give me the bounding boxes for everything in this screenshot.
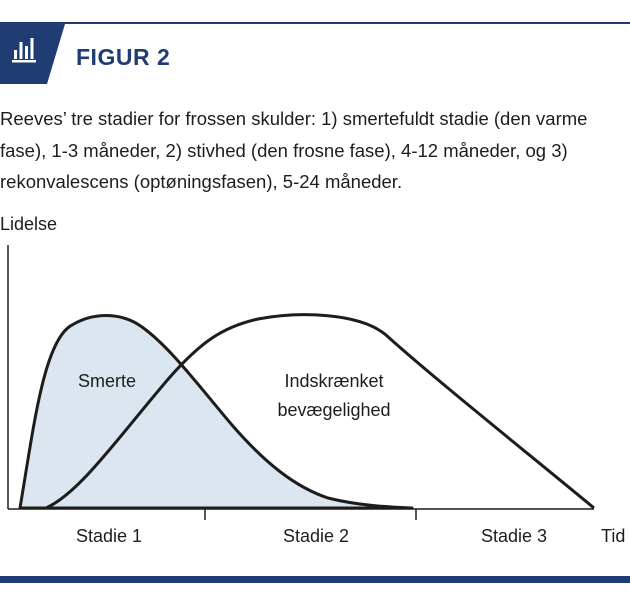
figure-badge [0, 24, 65, 84]
mobility-curve-label-line1: Indskrænket [284, 371, 384, 391]
header-rule [0, 22, 630, 24]
x-axis-label: Tid [601, 526, 626, 546]
y-axis-label: Lidelse [0, 214, 58, 234]
pain-curve-label: Smerte [77, 371, 137, 391]
figure-title: FIGUR 2 [76, 44, 171, 70]
figure-caption: Reeves’ tre stadier for frossen skulder: 1) smertefuldt stadie (den varme fase), 1-3 måneder, 2) stivhed (den frosne fase), 4-12 måneder, og 3) rekonvalescens (optøningsfasen), 5-24 måneder. [0, 108, 588, 192]
stage-label-3: Stadie 3 [480, 526, 548, 546]
stage-label-2: Stadie 2 [282, 526, 350, 546]
mobility-curve-label-line2: bevægelighed [277, 400, 391, 420]
stage-label-1: Stadie 1 [75, 526, 143, 546]
bar-chart-icon [0, 24, 65, 84]
stage-diagram [0, 205, 630, 555]
footer-rule [0, 576, 630, 583]
